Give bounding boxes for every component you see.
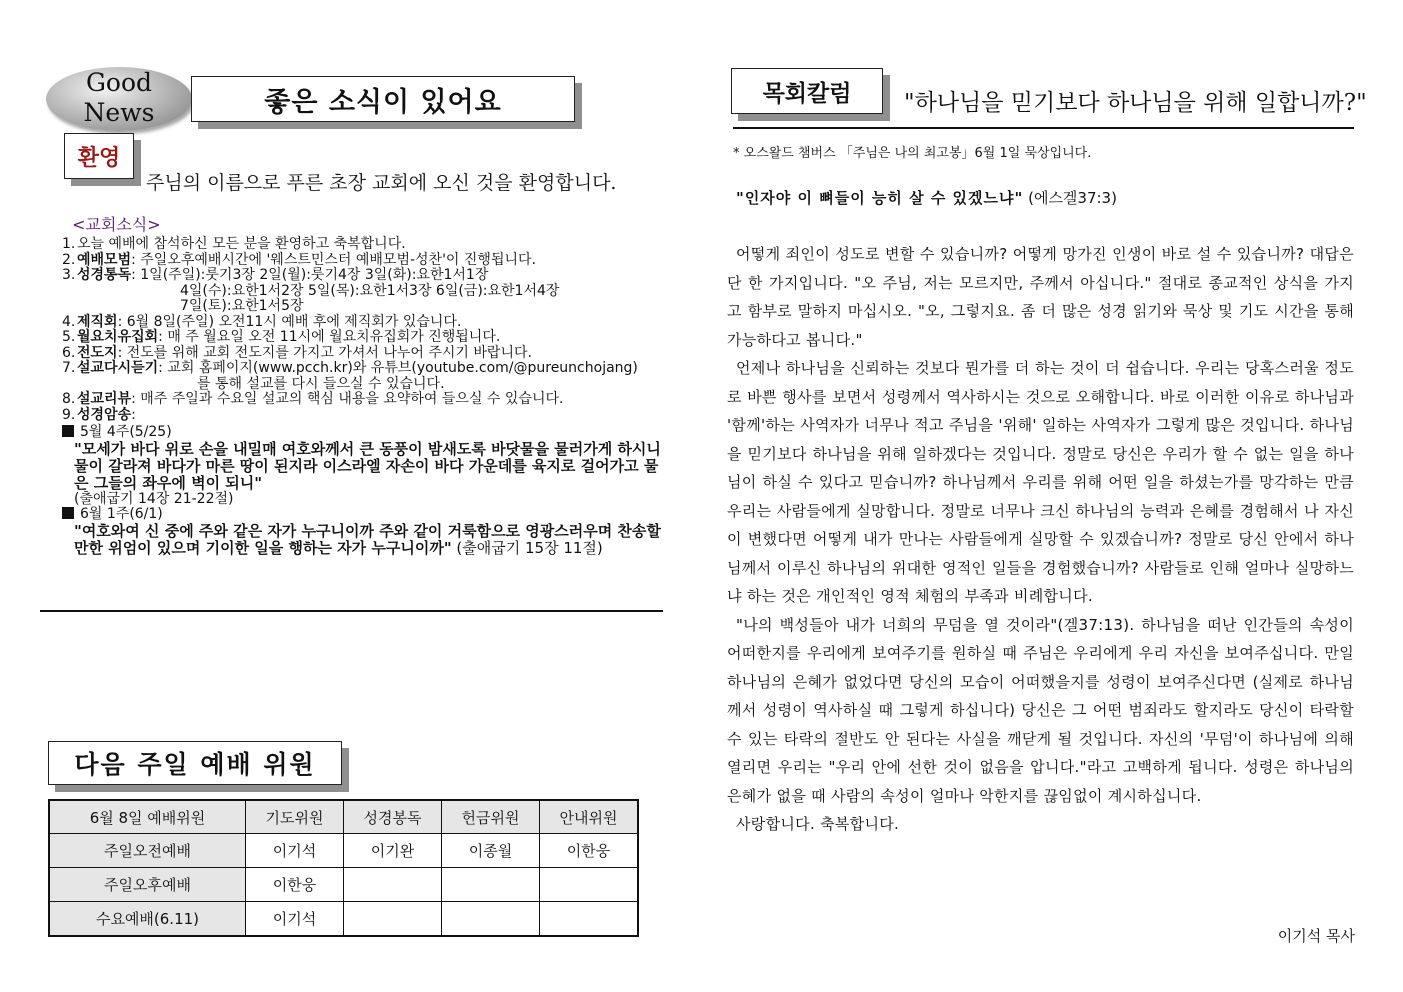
church-news-list <box>62 237 662 557</box>
news-item-6 <box>62 346 662 362</box>
news-item-label: 성경통독 <box>77 267 132 283</box>
column-verse-quote: "인자야 이 뼈들이 능히 살 수 있겠느냐" <box>736 189 1024 207</box>
memory-verse-date: 5월 4주(5/25) <box>80 424 172 440</box>
column-signature: 이기석 목사 <box>1277 927 1355 945</box>
news-item-text: : <box>131 406 136 423</box>
news-item-7 <box>62 361 662 377</box>
welcome-label: 환영 <box>64 133 134 179</box>
news-item-num: 4. <box>62 313 76 330</box>
table-cell <box>540 868 639 902</box>
good-news-line1: Good <box>85 68 153 97</box>
news-item-text: : 주일오후예배시간에 '웨스트민스터 예배모범-성찬'이 진행됩니다. <box>131 251 536 268</box>
news-item-num: 1. <box>62 236 76 252</box>
memory-verse-2 <box>62 507 662 557</box>
memory-verse-date: 6월 1주(6/1) <box>80 506 163 522</box>
news-item-text: : 전도를 위해 교회 전도지를 가지고 가셔서 나누어 주시기 바랍니다. <box>117 344 532 361</box>
memory-verse-quote: "여호와여 신 중에 주와 같은 자가 누구니이까 주와 같이 거룩함으로 영광스러우며 찬송할 만한 위엄이 있으며 기이한 일을 행하는 자가 누구니이까" <box>74 521 661 557</box>
news-item-label: 설교리뷰 <box>77 391 132 407</box>
news-item-num: 2. <box>62 251 76 268</box>
square-bullet-icon <box>62 425 74 437</box>
news-item-label: 성경암송 <box>77 406 132 423</box>
welcome-text: 주님의 이름으로 푸른 초장 교회에 오신 것을 환영합니다. <box>146 172 617 194</box>
table-cell: 이기완 <box>344 834 442 868</box>
table-cell: 주일오전예배 <box>49 834 246 868</box>
column-divider <box>733 127 1354 129</box>
square-bullet-icon <box>62 507 74 519</box>
news-item-num: 9. <box>62 406 76 423</box>
news-item-text: : 매 주 월요일 오전 11시에 월요치유집회가 진행됩니다. <box>158 329 501 345</box>
column-source: * 오스왈드 챔버스 「주님은 나의 최고봉」6월 1일 묵상입니다. <box>733 146 1092 161</box>
table-header-cell: 안내위원 <box>540 800 639 834</box>
table-row <box>49 834 638 868</box>
news-item-3-cont2 <box>62 299 662 315</box>
news-item-num: 8. <box>62 391 76 407</box>
table-cell <box>540 902 639 937</box>
column-body <box>727 240 1354 839</box>
news-item-text: 를 통해 설교를 다시 들으실 수 있습니다. <box>197 375 445 392</box>
news-item-num: 5. <box>62 329 76 345</box>
news-item-num: 3. <box>62 267 76 283</box>
column-verse <box>736 187 1117 208</box>
good-news-line2: News <box>83 98 155 127</box>
news-item-label: 설교다시듣기 <box>77 360 159 376</box>
table-cell: 주일오후예배 <box>49 868 246 902</box>
good-news-badge-text <box>46 68 192 128</box>
news-item-text: 4일(수):요한1서2장 5일(목):요한1서3장 6일(금):요한1서4장 <box>180 282 560 299</box>
news-item-1 <box>62 237 662 253</box>
news-item-9 <box>62 408 662 424</box>
table-header-row <box>49 800 638 834</box>
table-cell <box>344 868 442 902</box>
next-service-title: 다음 주일 예배 위원 <box>48 741 342 785</box>
table-row <box>49 868 638 902</box>
news-item-label: 전도지 <box>77 344 118 361</box>
memory-verse-text <box>62 523 662 557</box>
table-row <box>49 902 638 937</box>
news-item-label: 월요치유집회 <box>77 329 159 345</box>
service-duty-table <box>48 799 639 937</box>
table-cell: 이기석 <box>246 902 344 937</box>
table-header-cell: 성경봉독 <box>344 800 442 834</box>
table-cell <box>442 868 540 902</box>
news-item-label: 예배모범 <box>77 251 132 268</box>
news-item-text: : 매주 주일과 수요일 설교의 핵심 내용을 요약하여 들으실 수 있습니다. <box>131 391 564 407</box>
good-news-title: 좋은 소식이 있어요 <box>191 76 575 122</box>
section-divider <box>40 610 663 612</box>
pastor-column-title: "하나님을 믿기보다 하나님을 위해 일합니까?" <box>904 90 1367 116</box>
memory-verse-1 <box>62 425 662 507</box>
table-cell: 이기석 <box>246 834 344 868</box>
table-cell: 이한웅 <box>246 868 344 902</box>
news-item-2 <box>62 253 662 269</box>
news-item-8 <box>62 392 662 408</box>
news-item-7-cont <box>62 377 662 393</box>
news-item-text: : 1일(주일):룻기3장 2일(월):룻기4장 3일(화):요한1서1장 <box>131 267 489 283</box>
table-header-cell: 기도위원 <box>246 800 344 834</box>
table-header-cell: 6월 8일 예배위원 <box>49 800 246 834</box>
column-paragraph: 언제나 하나님을 신뢰하는 것보다 뭔가를 더 하는 것이 더 쉽습니다. 우리는 당혹스러울 정도로 바쁜 행사를 보면서 성령께서 역사하시는 것으로 오해합니다. 바로 이러한 이유로 하나님과 '함께'하는 사역자가 너무나 적고 주님을 '위해' 일하는 사역자가 그렇게 많은 것입니다. 하나님을 믿기보다 하나님을 위해 일하겠다는 것입니다. 정말로 당신은 우리가 할 수 없는 일을 하나님이 하실 수 있다고 믿습니까? 하나님께서 우리를 위해 어떤 일을 하셨는가를 망각하는 만큼 우리는 사람들에게 실망합니다. 정말로 너무나 크신 하나님의 능력과 은혜를 경험해서 나 자신이 변했다면 어떻게 내가 만나는 사람들에게 실망할 수 있겠습니까? 정말로 당신 안에서 하나님께서 이루신 하나님의 위대한 영적인 일들을 경험했습니까? 사람들로 인해 얼마나 실망하느냐 하는 것은 개인적인 영적 체험의 부족과 비례합니다. <box>727 359 1354 605</box>
memory-verse-text: "모세가 바다 위로 손을 내밀매 여호와께서 큰 동풍이 밤새도록 바닷물을 물러가게 하시니 물이 갈라져 바다가 마른 땅이 된지라 이스라엘 자손이 바다 가운데를 육지로 걸어가고 물은 그들의 좌우에 벽이 되니" <box>74 439 661 492</box>
church-news-heading: <교회소식> <box>72 215 161 234</box>
table-cell: 이종월 <box>442 834 540 868</box>
table-cell <box>442 902 540 937</box>
table-header-cell: 헌금위원 <box>442 800 540 834</box>
news-item-label: 제직회 <box>77 313 118 330</box>
memory-verse-ref: (출애굽기 14장 21-22절) <box>74 490 234 507</box>
news-item-text: : 교회 홈페이지(www.pcch.kr)와 유튜브(youtube.com/@pureunchojang) <box>158 360 638 376</box>
news-item-text: 오늘 예배에 참석하신 모든 분을 환영하고 축복합니다. <box>77 236 406 252</box>
news-item-text: : 6월 8일(주일) 오전11시 예배 후에 제직회가 있습니다. <box>117 313 462 330</box>
table-cell: 이한웅 <box>540 834 639 868</box>
column-paragraph: "나의 백성들아 내가 너희의 무덤을 열 것이라"(겔37:13). 하나님을 떠난 인간들의 속성이 어떠한지를 우리에게 보여주기를 원하실 때 주님은 우리에게 우리 자신을 보여주십니다. 만일 하나님의 은혜가 없었다면 당신의 모습이 어떠했을지를 성령이 보여주신다면 (실제로 하나님께서 성령이 역사하실 때 그렇게 하십니다) 당신은 그 어떤 범죄라도 할지라도 당신이 타락할 수 있는 타락의 절반도 안 된다는 사실을 깨닫게 될 것입니다. 자신의 '무덤'이 하나님에 의해 열리면 우리는 "우리 안에 선한 것이 없음을 압니다."라고 고백하게 됩니다. 성령은 하나님의 은혜가 없을 때 사람의 속성이 얼마나 악한지를 끊임없이 계시하십니다. <box>727 615 1354 805</box>
table-cell <box>344 902 442 937</box>
news-item-5 <box>62 330 662 346</box>
news-item-num: 7. <box>62 360 76 376</box>
column-verse-ref: (에스겔37:3) <box>1023 189 1117 207</box>
news-item-3-cont1 <box>62 284 662 300</box>
memory-verse-ref: (출애굽기 15장 11절) <box>451 538 603 557</box>
news-item-num: 6. <box>62 344 76 361</box>
news-item-text: 7일(토):요한1서5장 <box>180 298 304 314</box>
pastor-column-label: 목회칼럼 <box>731 68 883 114</box>
news-item-4 <box>62 315 662 331</box>
table-cell: 수요예배(6.11) <box>49 902 246 937</box>
column-paragraph: 어떻게 죄인이 성도로 변할 수 있습니까? 어떻게 망가진 인생이 바로 설 수 있습니까? 대답은 단 한 가지입니다. "오 주님, 저는 모르지만, 주께서 아십니다." 절대로 종교적인 상식을 가지고 함부로 말하지 마십시오. "오, 그렇지요. 좀 더 많은 성경 읽기와 묵상 및 기도 시간을 통해 가능하다고 봅니다." <box>727 245 1355 349</box>
news-item-3 <box>62 268 662 284</box>
column-paragraph: 사랑합니다. 축복합니다. <box>736 815 900 833</box>
